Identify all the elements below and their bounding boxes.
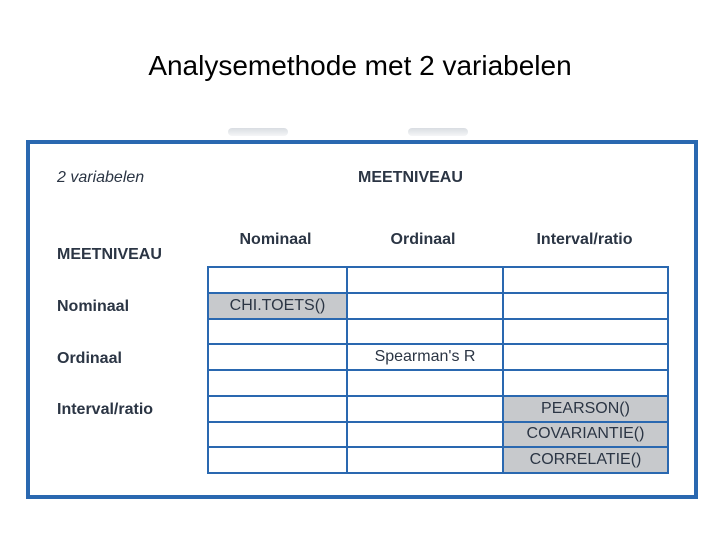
- cell-covariantie: COVARIANTIE(): [504, 423, 667, 447]
- table-cell: [209, 320, 346, 344]
- row-header-nominaal: Nominaal: [57, 298, 130, 315]
- table-cell: [504, 320, 667, 344]
- slide-title: Analysemethode met 2 variabelen: [148, 50, 572, 81]
- table-cell: [348, 423, 502, 447]
- column-header-nominaal: Nominaal: [239, 231, 312, 248]
- table-cell: [209, 448, 346, 472]
- row-header-interval-ratio: Interval/ratio: [57, 401, 154, 418]
- table-cell: [504, 294, 667, 318]
- cell-pearson: PEARSON(): [504, 397, 667, 421]
- table-cell: [209, 423, 346, 447]
- table-cell: [504, 345, 667, 369]
- cell-correlatie: CORRELATIE(): [504, 448, 667, 472]
- table-cell: [209, 397, 346, 421]
- table-cell: [504, 371, 667, 395]
- table-cell: [348, 448, 502, 472]
- table-cell: [348, 294, 502, 318]
- row-group-heading: MEETNIVEAU: [57, 246, 162, 263]
- table-cell: [348, 320, 502, 344]
- faded-decoration: [228, 124, 468, 138]
- row-header-ordinaal: Ordinaal: [57, 350, 122, 367]
- column-header-interval-ratio: Interval/ratio: [536, 231, 633, 248]
- cell-spearman: Spearman's R: [348, 345, 502, 369]
- column-group-heading: MEETNIVEAU: [358, 169, 463, 186]
- table-cell: [209, 371, 346, 395]
- table-cell: [348, 397, 502, 421]
- analysis-grid: [207, 266, 669, 474]
- table-cell: [348, 371, 502, 395]
- corner-label: 2 variabelen: [57, 169, 145, 186]
- cell-chi-toets: CHI.TOETS(): [209, 294, 346, 318]
- table-cell: [504, 268, 667, 292]
- column-header-ordinaal: Ordinaal: [390, 231, 456, 248]
- table-cell: [209, 268, 346, 292]
- table-cell: [209, 345, 346, 369]
- table-cell: [348, 268, 502, 292]
